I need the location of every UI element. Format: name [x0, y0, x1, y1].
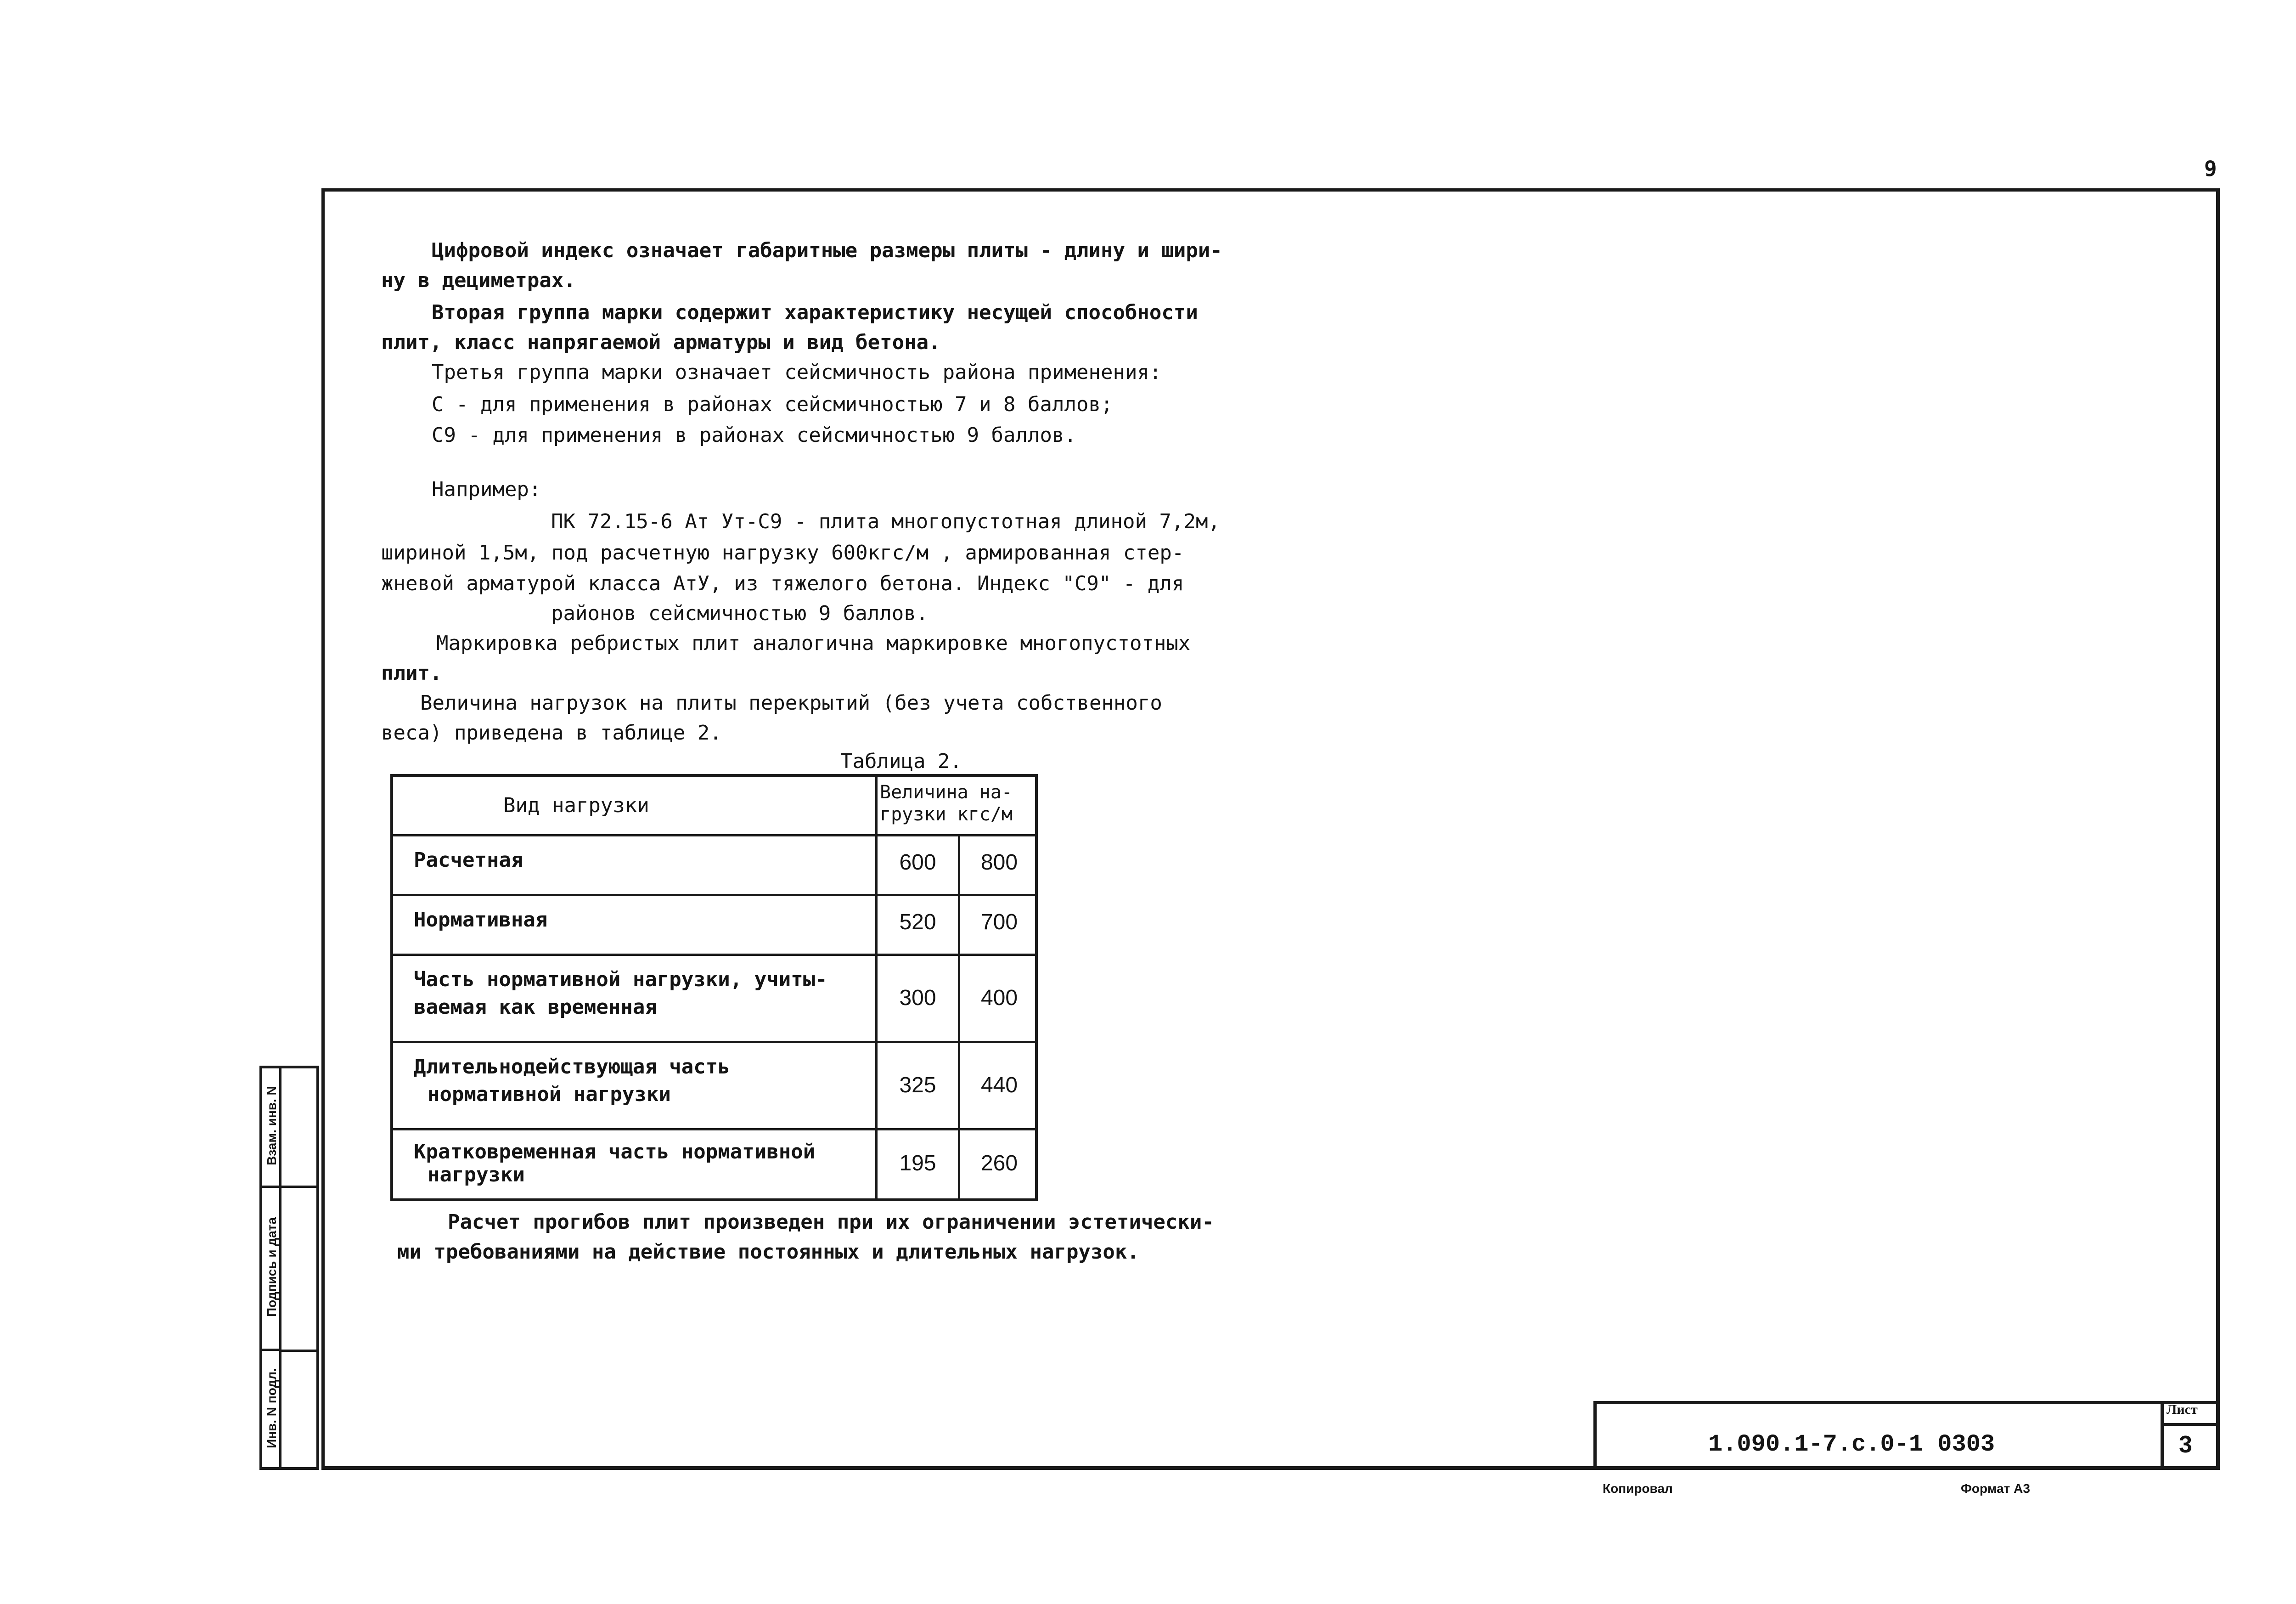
page-number: 9: [2204, 156, 2217, 181]
stamp-inv-no: Инв. N подл.: [264, 1368, 279, 1449]
loads-table: [390, 774, 1038, 1201]
text-line: Третья группа марки означает сейсмичность района применения:: [432, 361, 1162, 384]
table-row-value-1: 325: [899, 1073, 936, 1097]
table-row-name: Длительнодействующая часть: [414, 1055, 730, 1079]
text-line: ми требованиями на действие постоянных и длительных нагрузок.: [397, 1240, 1139, 1264]
table-row-name-cont: ваемая как временная: [414, 995, 657, 1019]
text-line: Цифровой индекс означает габаритные размеры плиты - длину и шири-: [432, 239, 1222, 262]
text-line: шириной 1,5м, под расчетную нагрузку 600кгс/м , армированная стер-: [381, 541, 1184, 565]
table-row-value-2: 440: [980, 1073, 1018, 1097]
document-code: 1.090.1-7.с.0-1 0303: [1708, 1431, 1995, 1458]
table-row-name: Часть нормативной нагрузки, учиты-: [414, 968, 827, 991]
footer-copied: Копировал: [1603, 1481, 1673, 1496]
table-row-value-2: 800: [980, 850, 1018, 875]
table-row-name: Кратковременная часть нормативной: [414, 1140, 816, 1163]
table-row-value-2: 400: [980, 986, 1018, 1010]
stamp-inv-replace: Взам. инв. N: [264, 1086, 279, 1166]
table-header-value-line1: Величина на-: [880, 782, 1013, 803]
table-row-value-1: 520: [899, 910, 936, 934]
table-header-value-line2: грузки кгс/м: [880, 804, 1013, 825]
table-row-name-cont: нагрузки: [428, 1163, 525, 1186]
table-row-value-2: 700: [980, 910, 1018, 934]
text-line: ну в дециметрах.: [381, 269, 576, 292]
footer-format: Формат А3: [1961, 1481, 2030, 1496]
text-line: жневой арматурой класса АтУ, из тяжелого бетона. Индекс "С9" - для: [381, 572, 1184, 595]
text-line: Вторая группа марки содержит характеристику несущей способности: [432, 301, 1198, 324]
text-line: С - для применения в районах сейсмичностью 7 и 8 баллов;: [432, 393, 1113, 416]
text-line: Например:: [432, 478, 541, 501]
table-row-name: Нормативная: [414, 908, 548, 932]
text-line: Маркировка ребристых плит аналогична маркировке многопустотных: [436, 632, 1191, 655]
sheet-number: 3: [2179, 1431, 2192, 1458]
text-line: ПК 72.15-6 Ат Ут-С9 - плита многопустотная длиной 7,2м,: [551, 510, 1220, 533]
table-row-name: Расчетная: [414, 848, 523, 872]
table-row-value-1: 300: [899, 986, 936, 1010]
text-line: веса) приведена в таблице 2.: [381, 721, 722, 745]
table-caption: Таблица 2.: [840, 750, 962, 773]
sheet-label: Лист: [2167, 1402, 2198, 1417]
text-line: плит.: [381, 661, 442, 685]
text-line: районов сейсмичностью 9 баллов.: [551, 602, 929, 625]
table-row-value-1: 195: [899, 1151, 936, 1175]
table-row-name-cont: нормативной нагрузки: [428, 1083, 671, 1106]
table-row-value-1: 600: [899, 850, 936, 875]
side-stamp: [259, 1066, 319, 1470]
text-line: С9 - для применения в районах сейсмичностью 9 баллов.: [432, 424, 1076, 447]
text-line: Величина нагрузок на плиты перекрытий (без учета собственного: [420, 691, 1162, 715]
text-line: плит, класс напрягаемой арматуры и вид бетона.: [381, 331, 941, 354]
table-row-value-2: 260: [980, 1151, 1018, 1175]
table-header-type: Вид нагрузки: [503, 793, 649, 817]
stamp-sign-date: Подпись и дата: [264, 1217, 279, 1317]
text-line: Расчет прогибов плит произведен при их ограничении эстетически-: [448, 1210, 1214, 1234]
sheet-separator: [2161, 1423, 2220, 1426]
